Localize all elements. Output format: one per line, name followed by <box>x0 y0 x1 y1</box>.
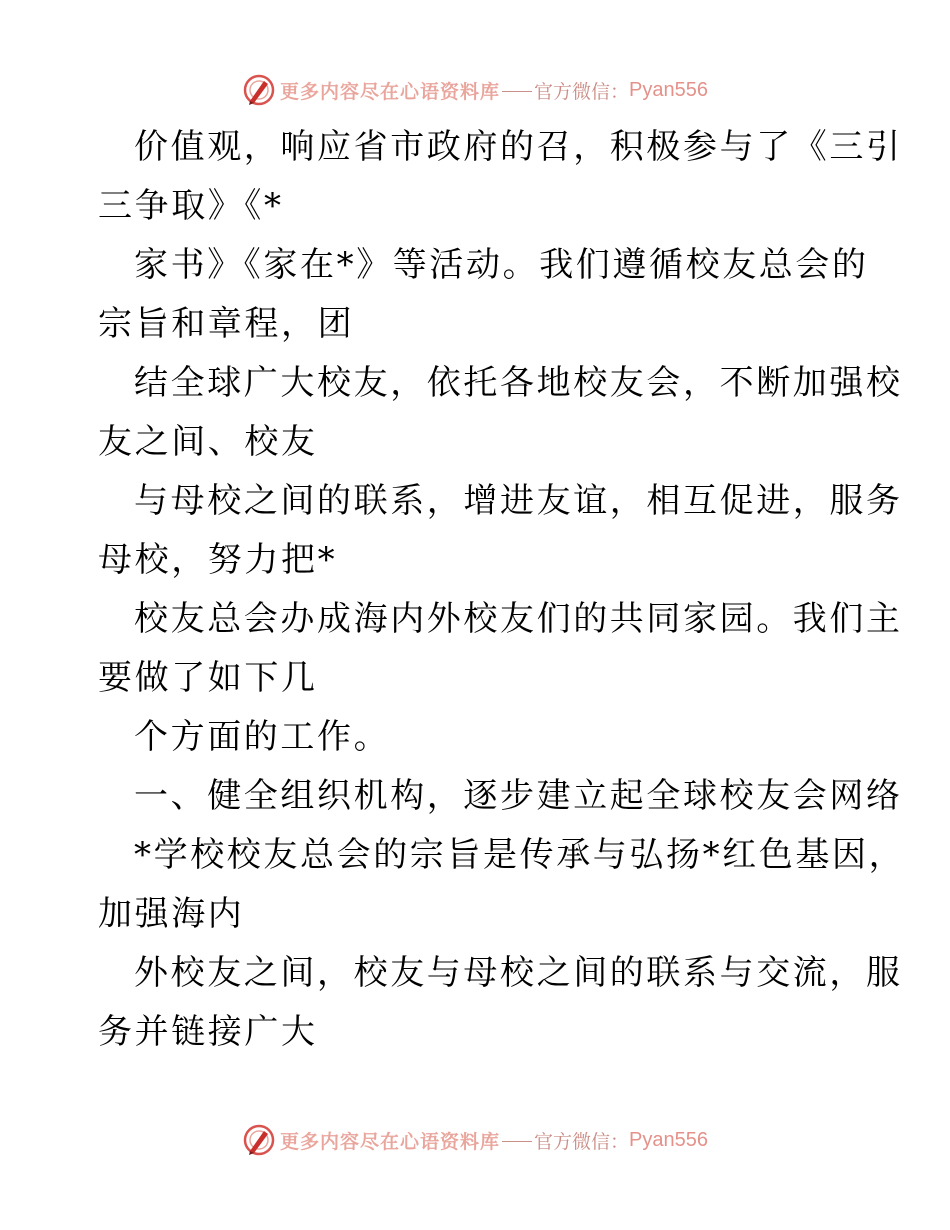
banner-wechat-id: Pyan556 <box>629 78 708 101</box>
banner-title: 更多内容尽在心语资料库 <box>280 1130 501 1153</box>
text-line: *学校校友总会的宗旨是传承与弘扬*红色基因， <box>134 835 906 875</box>
text-line: 外校友之间，校友与母校之间的联系与交流，服 <box>134 953 903 993</box>
text-line: 加强海内 <box>98 894 245 934</box>
banner-wechat-label: 官方微信： <box>534 1130 630 1153</box>
text-line: 个方面的工作。 <box>134 717 391 757</box>
text-line: 母校，努力把* <box>98 540 338 580</box>
banner-wechat-id: Pyan556 <box>629 1128 708 1151</box>
text-line: 宗旨和章程，团 <box>98 304 355 344</box>
text-line: 校友总会办成海内外校友们的共同家园。我们主 <box>134 599 903 639</box>
text-line: 结全球广大校友，依托各地校友会，不断加强校 <box>134 363 903 403</box>
banner-title: 更多内容尽在心语资料库 <box>280 80 501 103</box>
text-line: 友之间、校友 <box>98 422 318 462</box>
banner-dash <box>502 1141 532 1142</box>
text-line: 家书》《家在*》等活动。我们遵循校友总会的 <box>134 245 869 285</box>
banner-wechat-label: 官方微信： <box>534 80 630 103</box>
banner-dash <box>502 91 532 92</box>
section-heading: 一、健全组织机构，逐步建立起全球校友会网络 <box>134 776 903 816</box>
text-line: 要做了如下几 <box>98 658 318 698</box>
pen-logo-icon <box>242 1123 276 1157</box>
text-line: 三争取》《* <box>98 186 284 226</box>
footer-banner <box>0 1120 950 1160</box>
text-line: 价值观，响应省市政府的召，积极参与了《三引 <box>134 127 903 167</box>
text-line: 与母校之间的联系，增进友谊，相互促进，服务 <box>134 481 903 521</box>
header-banner <box>0 70 950 110</box>
pen-logo-icon <box>242 73 276 107</box>
document-body <box>98 118 906 1062</box>
text-line: 务并链接广大 <box>98 1012 318 1052</box>
